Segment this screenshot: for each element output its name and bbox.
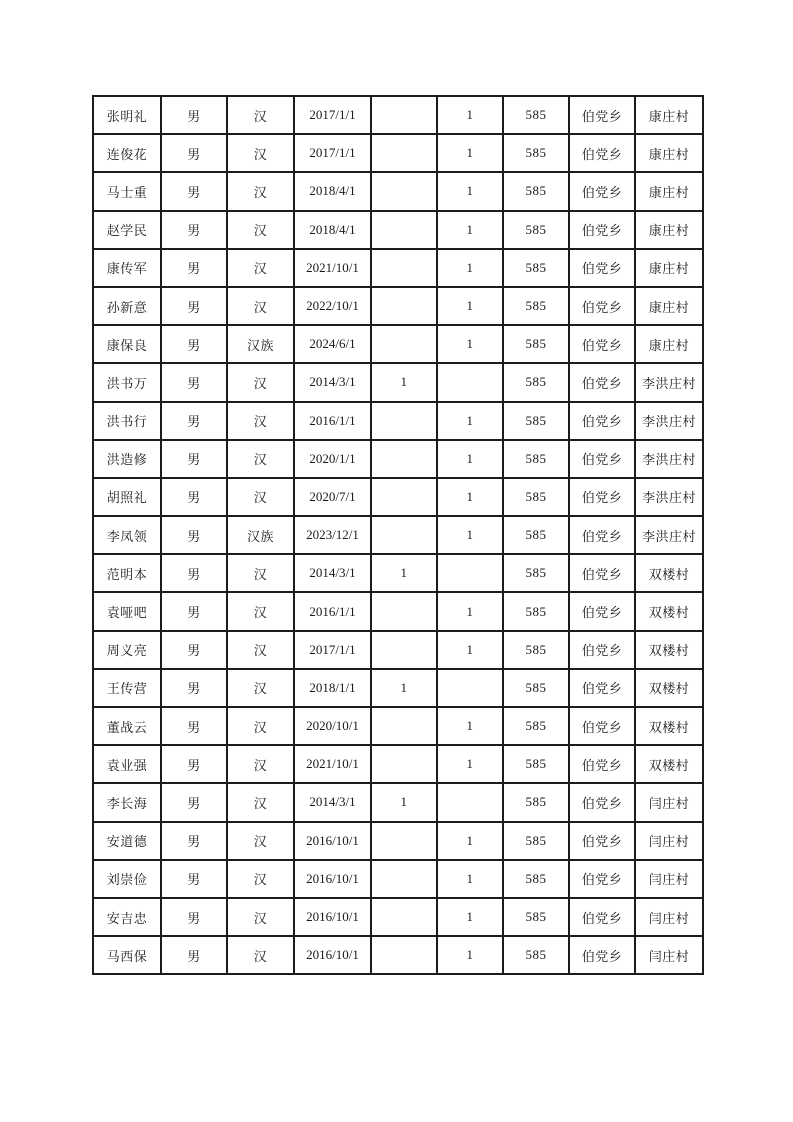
table-row [93, 516, 703, 554]
cell-village: 闫庄村 [635, 898, 703, 936]
cell-flag [371, 707, 437, 745]
cell-date: 2021/10/1 [294, 745, 371, 783]
cell-date: 2018/4/1 [294, 211, 371, 249]
cell-gender: 男 [161, 516, 227, 554]
cell-township: 伯党乡 [569, 402, 635, 440]
cell-ethnicity: 汉 [227, 822, 294, 860]
table-row [93, 325, 703, 363]
cell-flag [371, 325, 437, 363]
cell-name: 连俊花 [93, 134, 161, 172]
cell-date: 2017/1/1 [294, 134, 371, 172]
cell-flag [371, 478, 437, 516]
cell-name: 洪书万 [93, 363, 161, 401]
cell-village: 李洪庄村 [635, 516, 703, 554]
cell-amount: 585 [503, 860, 569, 898]
cell-ethnicity: 汉 [227, 631, 294, 669]
cell-township: 伯党乡 [569, 249, 635, 287]
cell-amount: 585 [503, 249, 569, 287]
cell-amount: 585 [503, 783, 569, 821]
cell-amount: 585 [503, 363, 569, 401]
cell-township: 伯党乡 [569, 478, 635, 516]
records-table-body [93, 96, 703, 974]
cell-gender: 男 [161, 860, 227, 898]
cell-count: 1 [437, 822, 503, 860]
cell-name: 袁业强 [93, 745, 161, 783]
cell-amount: 585 [503, 402, 569, 440]
table-row [93, 707, 703, 745]
table-row [93, 363, 703, 401]
cell-gender: 男 [161, 249, 227, 287]
cell-count: 1 [437, 592, 503, 630]
cell-count [437, 554, 503, 592]
cell-flag [371, 860, 437, 898]
cell-township: 伯党乡 [569, 172, 635, 210]
table-row [93, 936, 703, 974]
table-row [93, 287, 703, 325]
cell-count: 1 [437, 516, 503, 554]
cell-flag [371, 822, 437, 860]
cell-name: 洪造修 [93, 440, 161, 478]
cell-township: 伯党乡 [569, 822, 635, 860]
cell-village: 闫庄村 [635, 860, 703, 898]
cell-date: 2020/10/1 [294, 707, 371, 745]
cell-village: 康庄村 [635, 211, 703, 249]
cell-date: 2017/1/1 [294, 631, 371, 669]
records-table [92, 95, 704, 975]
cell-name: 孙新意 [93, 287, 161, 325]
cell-name: 康传军 [93, 249, 161, 287]
cell-ethnicity: 汉 [227, 478, 294, 516]
cell-name: 李长海 [93, 783, 161, 821]
cell-township: 伯党乡 [569, 287, 635, 325]
cell-township: 伯党乡 [569, 554, 635, 592]
cell-name: 王传营 [93, 669, 161, 707]
cell-gender: 男 [161, 96, 227, 134]
cell-flag [371, 898, 437, 936]
cell-amount: 585 [503, 554, 569, 592]
table-row [93, 134, 703, 172]
cell-name: 袁哑吧 [93, 592, 161, 630]
cell-township: 伯党乡 [569, 134, 635, 172]
cell-amount: 585 [503, 707, 569, 745]
cell-amount: 585 [503, 134, 569, 172]
cell-village: 双楼村 [635, 592, 703, 630]
cell-gender: 男 [161, 745, 227, 783]
cell-flag [371, 172, 437, 210]
cell-township: 伯党乡 [569, 96, 635, 134]
cell-date: 2021/10/1 [294, 249, 371, 287]
table-row [93, 554, 703, 592]
table-row [93, 898, 703, 936]
cell-ethnicity: 汉族 [227, 325, 294, 363]
cell-amount: 585 [503, 516, 569, 554]
cell-ethnicity: 汉 [227, 783, 294, 821]
cell-village: 康庄村 [635, 325, 703, 363]
cell-gender: 男 [161, 172, 227, 210]
cell-ethnicity: 汉 [227, 592, 294, 630]
cell-gender: 男 [161, 554, 227, 592]
cell-name: 张明礼 [93, 96, 161, 134]
cell-date: 2023/12/1 [294, 516, 371, 554]
cell-gender: 男 [161, 363, 227, 401]
cell-count: 1 [437, 745, 503, 783]
cell-gender: 男 [161, 631, 227, 669]
cell-village: 李洪庄村 [635, 402, 703, 440]
cell-flag: 1 [371, 363, 437, 401]
cell-ethnicity: 汉 [227, 249, 294, 287]
cell-flag [371, 211, 437, 249]
cell-ethnicity: 汉 [227, 287, 294, 325]
cell-gender: 男 [161, 898, 227, 936]
cell-township: 伯党乡 [569, 592, 635, 630]
cell-village: 双楼村 [635, 631, 703, 669]
cell-date: 2016/1/1 [294, 592, 371, 630]
cell-ethnicity: 汉 [227, 402, 294, 440]
cell-township: 伯党乡 [569, 860, 635, 898]
cell-amount: 585 [503, 211, 569, 249]
table-row [93, 592, 703, 630]
cell-date: 2016/10/1 [294, 936, 371, 974]
cell-village: 康庄村 [635, 134, 703, 172]
cell-name: 赵学民 [93, 211, 161, 249]
cell-name: 洪书行 [93, 402, 161, 440]
cell-village: 闫庄村 [635, 822, 703, 860]
cell-count: 1 [437, 287, 503, 325]
cell-township: 伯党乡 [569, 936, 635, 974]
cell-count: 1 [437, 134, 503, 172]
cell-flag [371, 592, 437, 630]
cell-gender: 男 [161, 440, 227, 478]
cell-count: 1 [437, 936, 503, 974]
cell-date: 2018/1/1 [294, 669, 371, 707]
table-row [93, 478, 703, 516]
cell-ethnicity: 汉 [227, 669, 294, 707]
table-row [93, 211, 703, 249]
cell-township: 伯党乡 [569, 516, 635, 554]
cell-date: 2014/3/1 [294, 363, 371, 401]
cell-village: 闫庄村 [635, 783, 703, 821]
cell-date: 2016/10/1 [294, 822, 371, 860]
cell-flag: 1 [371, 554, 437, 592]
cell-ethnicity: 汉族 [227, 516, 294, 554]
cell-date: 2022/10/1 [294, 287, 371, 325]
cell-township: 伯党乡 [569, 325, 635, 363]
cell-village: 双楼村 [635, 554, 703, 592]
cell-date: 2014/3/1 [294, 783, 371, 821]
cell-name: 安道德 [93, 822, 161, 860]
cell-village: 李洪庄村 [635, 478, 703, 516]
cell-gender: 男 [161, 669, 227, 707]
cell-gender: 男 [161, 936, 227, 974]
table-row [93, 860, 703, 898]
table-row [93, 822, 703, 860]
cell-amount: 585 [503, 96, 569, 134]
cell-date: 2020/1/1 [294, 440, 371, 478]
cell-amount: 585 [503, 669, 569, 707]
cell-village: 康庄村 [635, 96, 703, 134]
cell-count: 1 [437, 631, 503, 669]
cell-township: 伯党乡 [569, 363, 635, 401]
cell-count [437, 783, 503, 821]
cell-date: 2016/10/1 [294, 898, 371, 936]
cell-count: 1 [437, 440, 503, 478]
cell-ethnicity: 汉 [227, 211, 294, 249]
cell-township: 伯党乡 [569, 898, 635, 936]
cell-gender: 男 [161, 287, 227, 325]
cell-village: 李洪庄村 [635, 363, 703, 401]
cell-flag [371, 440, 437, 478]
cell-flag: 1 [371, 669, 437, 707]
cell-flag [371, 402, 437, 440]
cell-township: 伯党乡 [569, 707, 635, 745]
cell-ethnicity: 汉 [227, 745, 294, 783]
cell-date: 2016/1/1 [294, 402, 371, 440]
cell-ethnicity: 汉 [227, 936, 294, 974]
cell-village: 双楼村 [635, 745, 703, 783]
cell-ethnicity: 汉 [227, 898, 294, 936]
cell-ethnicity: 汉 [227, 440, 294, 478]
cell-ethnicity: 汉 [227, 172, 294, 210]
cell-count: 1 [437, 325, 503, 363]
cell-amount: 585 [503, 631, 569, 669]
cell-count: 1 [437, 249, 503, 287]
table-row [93, 172, 703, 210]
table-row [93, 783, 703, 821]
cell-name: 康保良 [93, 325, 161, 363]
cell-count [437, 363, 503, 401]
cell-village: 双楼村 [635, 707, 703, 745]
table-row [93, 96, 703, 134]
cell-flag [371, 287, 437, 325]
cell-count: 1 [437, 96, 503, 134]
cell-ethnicity: 汉 [227, 134, 294, 172]
cell-amount: 585 [503, 287, 569, 325]
cell-count: 1 [437, 172, 503, 210]
cell-gender: 男 [161, 783, 227, 821]
cell-name: 胡照礼 [93, 478, 161, 516]
cell-date: 2016/10/1 [294, 860, 371, 898]
table-row [93, 440, 703, 478]
cell-count [437, 669, 503, 707]
table-row [93, 249, 703, 287]
cell-date: 2017/1/1 [294, 96, 371, 134]
cell-flag [371, 249, 437, 287]
cell-ethnicity: 汉 [227, 707, 294, 745]
cell-flag [371, 96, 437, 134]
cell-count: 1 [437, 860, 503, 898]
cell-village: 康庄村 [635, 287, 703, 325]
cell-gender: 男 [161, 134, 227, 172]
cell-ethnicity: 汉 [227, 860, 294, 898]
cell-ethnicity: 汉 [227, 96, 294, 134]
cell-flag [371, 631, 437, 669]
cell-count: 1 [437, 211, 503, 249]
cell-amount: 585 [503, 898, 569, 936]
table-row [93, 745, 703, 783]
cell-gender: 男 [161, 402, 227, 440]
cell-village: 双楼村 [635, 669, 703, 707]
cell-count: 1 [437, 707, 503, 745]
table-row [93, 669, 703, 707]
cell-flag [371, 936, 437, 974]
cell-township: 伯党乡 [569, 631, 635, 669]
cell-township: 伯党乡 [569, 783, 635, 821]
cell-count: 1 [437, 402, 503, 440]
cell-count: 1 [437, 898, 503, 936]
cell-name: 刘崇俭 [93, 860, 161, 898]
cell-amount: 585 [503, 172, 569, 210]
cell-village: 李洪庄村 [635, 440, 703, 478]
cell-village: 康庄村 [635, 172, 703, 210]
cell-date: 2018/4/1 [294, 172, 371, 210]
cell-amount: 585 [503, 325, 569, 363]
cell-name: 马士重 [93, 172, 161, 210]
cell-flag [371, 745, 437, 783]
cell-village: 闫庄村 [635, 936, 703, 974]
cell-flag: 1 [371, 783, 437, 821]
cell-gender: 男 [161, 822, 227, 860]
cell-gender: 男 [161, 325, 227, 363]
cell-name: 马西保 [93, 936, 161, 974]
cell-date: 2014/3/1 [294, 554, 371, 592]
cell-flag [371, 516, 437, 554]
cell-name: 安吉忠 [93, 898, 161, 936]
cell-amount: 585 [503, 440, 569, 478]
cell-gender: 男 [161, 478, 227, 516]
cell-gender: 男 [161, 592, 227, 630]
cell-gender: 男 [161, 211, 227, 249]
cell-amount: 585 [503, 822, 569, 860]
cell-amount: 585 [503, 936, 569, 974]
cell-township: 伯党乡 [569, 211, 635, 249]
cell-ethnicity: 汉 [227, 363, 294, 401]
cell-village: 康庄村 [635, 249, 703, 287]
table-row [93, 402, 703, 440]
cell-name: 李凤领 [93, 516, 161, 554]
cell-date: 2020/7/1 [294, 478, 371, 516]
cell-amount: 585 [503, 592, 569, 630]
cell-township: 伯党乡 [569, 745, 635, 783]
cell-name: 范明本 [93, 554, 161, 592]
cell-count: 1 [437, 478, 503, 516]
table-row [93, 631, 703, 669]
cell-flag [371, 134, 437, 172]
cell-amount: 585 [503, 478, 569, 516]
cell-township: 伯党乡 [569, 669, 635, 707]
cell-name: 董战云 [93, 707, 161, 745]
cell-gender: 男 [161, 707, 227, 745]
cell-ethnicity: 汉 [227, 554, 294, 592]
cell-amount: 585 [503, 745, 569, 783]
cell-date: 2024/6/1 [294, 325, 371, 363]
cell-name: 周义亮 [93, 631, 161, 669]
cell-township: 伯党乡 [569, 440, 635, 478]
